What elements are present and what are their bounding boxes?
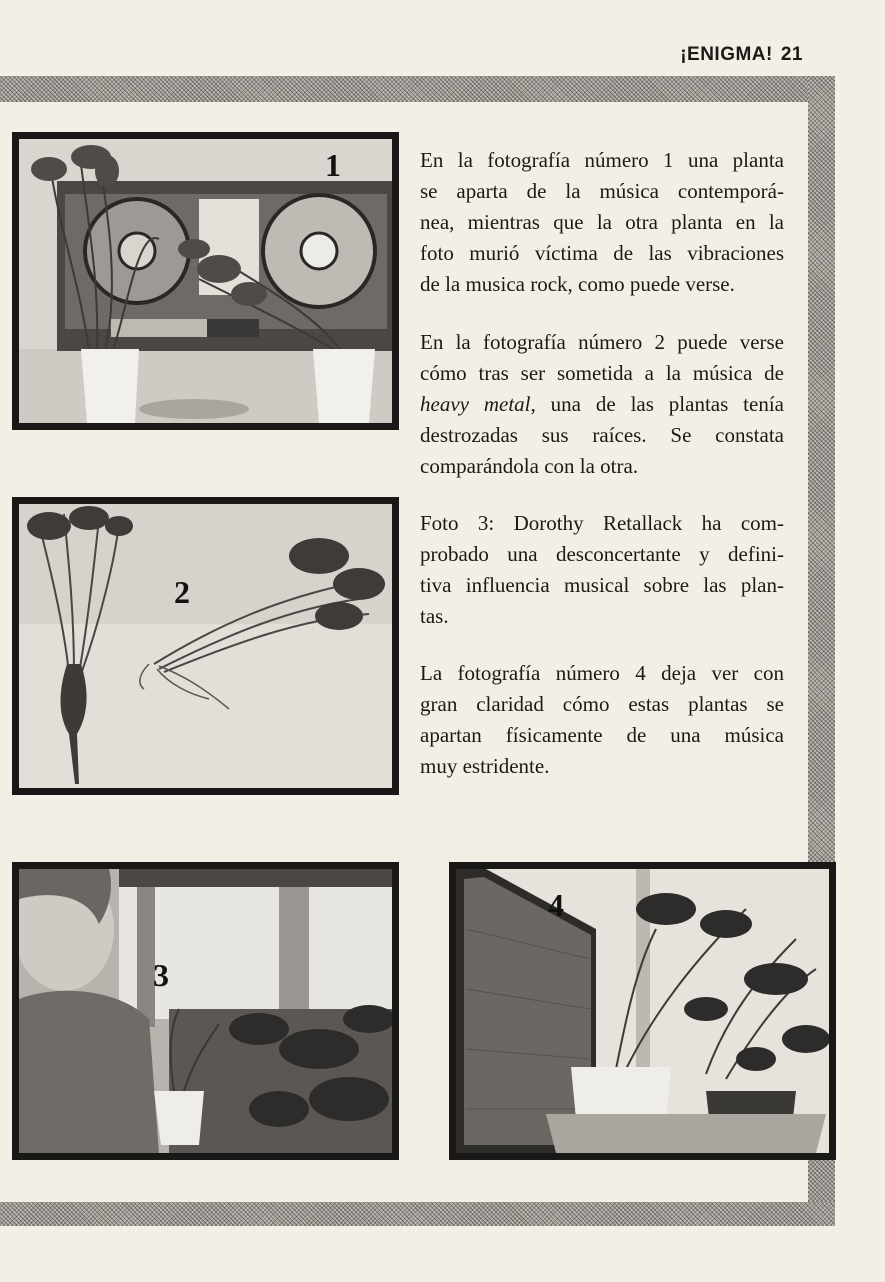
decorative-border-top — [0, 76, 835, 102]
decorative-border-bottom — [0, 1202, 835, 1226]
text-line: comparándola con la otra. — [420, 454, 639, 478]
text-line: cómo tras ser sometida a la música de — [420, 361, 784, 385]
photo-2-plant-roots — [12, 497, 399, 795]
page-number: 21 — [780, 44, 803, 65]
text-line: Foto 3: Dorothy Retallack ha com- — [420, 511, 784, 535]
text-line: nea, mientras que la otra planta en la — [420, 210, 784, 234]
text-fragment: , una de las plantas tenía — [530, 392, 784, 416]
photo-number: 1 — [325, 147, 341, 183]
text-line: muy estridente. — [420, 754, 550, 778]
text-line: apartan físicamente de una música — [420, 723, 784, 747]
text-line-italic-mixed — [420, 389, 784, 420]
caption-paragraph-1 — [420, 145, 784, 300]
photo-3-dorothy-retallack — [12, 862, 399, 1160]
text-line: La fotografía número 4 deja ver con — [420, 661, 784, 685]
text-line: probado una desconcertante y defini- — [420, 542, 784, 566]
caption-paragraph-2 — [420, 327, 784, 482]
text-line: En la fotografía número 1 una planta — [420, 148, 784, 172]
photo-4-plants-leaning — [449, 862, 836, 1160]
text-line: foto murió víctima de las vibraciones — [420, 241, 784, 265]
text-line: tas. — [420, 604, 449, 628]
magazine-title: ¡ENIGMA! — [680, 44, 773, 65]
photo-1-tape-recorder-plants — [12, 132, 399, 430]
text-line: se aparta de la música contemporá- — [420, 179, 784, 203]
text-line: destrozadas sus raíces. Se constata — [420, 423, 784, 447]
text-line: tiva influencia musical sobre las plan- — [420, 573, 784, 597]
photo-number: 4 — [548, 887, 564, 923]
text-line: gran claridad cómo estas plantas se — [420, 692, 784, 716]
photo-number: 2 — [174, 574, 190, 610]
italic-term: heavy metal — [420, 392, 531, 416]
caption-paragraph-4 — [420, 658, 784, 782]
photo-number: 3 — [153, 957, 169, 993]
text-line: En la fotografía número 2 puede verse — [420, 330, 784, 354]
text-line: de la musica rock, como puede verse. — [420, 272, 735, 296]
caption-paragraph-3 — [420, 508, 784, 632]
page-header — [680, 44, 803, 66]
